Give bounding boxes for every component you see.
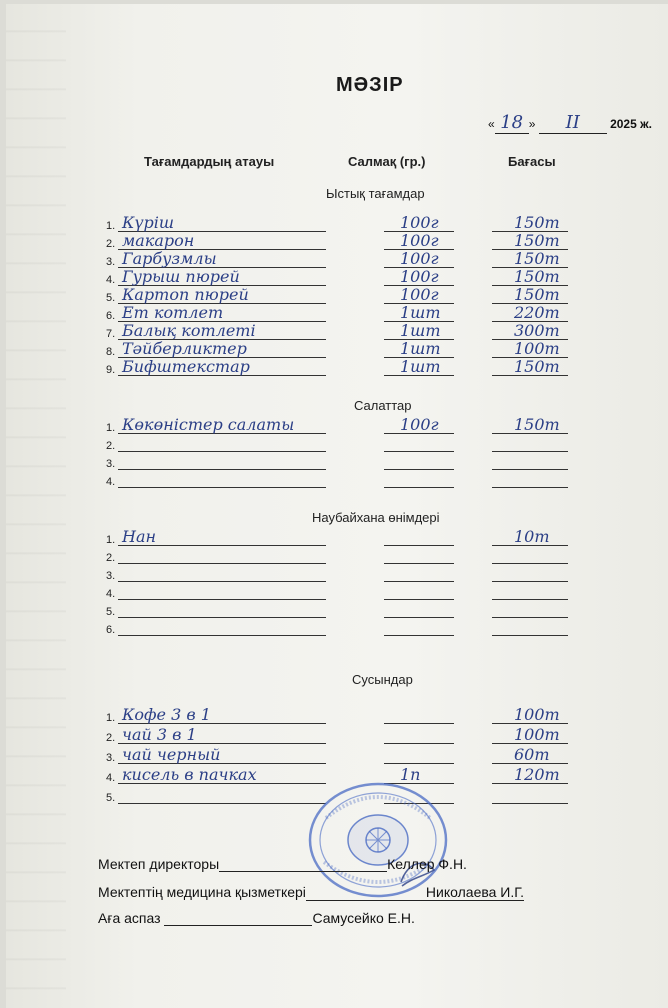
name-field <box>118 583 326 600</box>
weight-field <box>384 435 454 452</box>
row-number: 1. <box>106 712 116 724</box>
dish-weight: 100г <box>400 415 439 434</box>
price-field <box>492 251 568 268</box>
dish-name: Гурыш пюрей <box>122 267 240 286</box>
row-number: 2. <box>106 238 116 250</box>
menu-row <box>106 620 576 636</box>
name-field <box>118 305 326 322</box>
dish-name: Тәйберликтер <box>122 339 247 358</box>
price-field <box>492 233 568 250</box>
date-year: 2025 ж. <box>610 117 652 131</box>
weight-field <box>384 707 454 724</box>
name-field <box>118 251 326 268</box>
menu-row <box>106 339 576 358</box>
name-field <box>118 341 326 358</box>
row-number: 1. <box>106 220 116 232</box>
name-field <box>118 787 326 804</box>
price-field <box>492 767 568 784</box>
price-field <box>492 471 568 488</box>
price-field <box>492 341 568 358</box>
medical-label: Мектептің медицина қызметкері <box>98 884 306 900</box>
section-title-hot: Ыстық тағамдар <box>326 186 425 201</box>
menu-row <box>106 705 576 724</box>
dish-weight: 100г <box>400 231 439 250</box>
name-field <box>118 453 326 470</box>
row-number: 4. <box>106 274 116 286</box>
date-open-quote: « <box>488 117 495 131</box>
menu-row <box>106 548 576 564</box>
row-number: 3. <box>106 570 116 582</box>
price-field <box>492 435 568 452</box>
price-field <box>492 417 568 434</box>
dish-price: 100т <box>514 339 560 358</box>
dish-name: Картоп пюрей <box>122 285 249 304</box>
dish-name: чай 3 в 1 <box>122 725 197 744</box>
dish-price: 100т <box>514 725 560 744</box>
row-number: 5. <box>106 792 116 804</box>
name-field <box>118 215 326 232</box>
menu-row <box>106 584 576 600</box>
date-month: II <box>565 112 580 133</box>
director-label: Мектеп директоры <box>98 856 220 872</box>
price-field <box>492 787 568 804</box>
price-field <box>492 619 568 636</box>
dish-weight: 1шт <box>400 339 441 358</box>
section-title-salads: Салаттар <box>354 398 412 413</box>
dish-price: 150т <box>514 357 560 376</box>
name-field <box>118 529 326 546</box>
row-number: 8. <box>106 346 116 358</box>
weight-field <box>384 601 454 618</box>
dish-price: 10т <box>514 527 550 546</box>
price-field <box>492 583 568 600</box>
name-field <box>118 233 326 250</box>
price-field <box>492 707 568 724</box>
director-signature-line <box>219 871 387 872</box>
weight-field <box>384 215 454 232</box>
weight-field <box>384 287 454 304</box>
chef-label: Аға аспаз <box>98 910 161 926</box>
name-field <box>118 417 326 434</box>
weight-field <box>384 233 454 250</box>
dish-weight: 100г <box>400 213 439 232</box>
weight-field <box>384 305 454 322</box>
chef-name: Самусейко Е.Н. <box>312 910 415 926</box>
menu-row <box>106 415 576 434</box>
date-month-field <box>539 112 607 134</box>
row-number: 5. <box>106 606 116 618</box>
row-number: 1. <box>106 422 116 434</box>
menu-row <box>106 472 576 488</box>
price-field <box>492 323 568 340</box>
dish-weight: 100г <box>400 249 439 268</box>
row-number: 4. <box>106 476 116 488</box>
name-field <box>118 287 326 304</box>
menu-row <box>106 303 576 322</box>
price-field <box>492 359 568 376</box>
menu-row <box>106 213 576 232</box>
dish-name: Гарбузмлы <box>122 249 217 268</box>
dish-price: 120т <box>514 765 560 784</box>
dish-weight: 1шт <box>400 321 441 340</box>
menu-sheet <box>6 4 668 1008</box>
row-number: 2. <box>106 440 116 452</box>
weight-field <box>384 747 454 764</box>
name-field <box>118 547 326 564</box>
row-number: 4. <box>106 772 116 784</box>
section-title-bakery: Наубайхана өнімдері <box>312 510 440 525</box>
price-field <box>492 287 568 304</box>
name-field <box>118 601 326 618</box>
row-number: 6. <box>106 624 116 636</box>
weight-field <box>384 529 454 546</box>
dish-name: макарон <box>122 231 195 250</box>
menu-row <box>106 321 576 340</box>
official-stamp <box>306 778 456 898</box>
signature-row-chef <box>98 910 415 926</box>
dish-name: Кофе 3 в 1 <box>122 705 211 724</box>
weight-field <box>384 727 454 744</box>
weight-field <box>384 547 454 564</box>
left-edge-shadow <box>6 4 66 1008</box>
weight-field <box>384 471 454 488</box>
menu-row <box>106 725 576 744</box>
price-field <box>492 747 568 764</box>
weight-field <box>384 341 454 358</box>
price-field <box>492 269 568 286</box>
chef-signature-line <box>164 925 312 926</box>
menu-row <box>106 249 576 268</box>
dish-name: Бифштекстар <box>122 357 250 376</box>
menu-row <box>106 454 576 470</box>
row-number: 3. <box>106 256 116 268</box>
price-field <box>492 305 568 322</box>
price-field <box>492 529 568 546</box>
name-field <box>118 727 326 744</box>
menu-row <box>106 267 576 286</box>
weight-field <box>384 323 454 340</box>
menu-row <box>106 357 576 376</box>
dish-price: 60т <box>514 745 550 764</box>
weight-field <box>384 359 454 376</box>
name-field <box>118 323 326 340</box>
row-number: 5. <box>106 292 116 304</box>
dish-name: Күріш <box>122 213 175 232</box>
page-title: МӘЗІР <box>336 74 404 96</box>
row-number: 3. <box>106 458 116 470</box>
dish-name: чай черный <box>122 745 221 764</box>
dish-name: Көкөністер салаты <box>122 415 295 434</box>
date-day: 18 <box>500 112 524 133</box>
menu-row <box>106 566 576 582</box>
weight-field <box>384 417 454 434</box>
name-field <box>118 707 326 724</box>
header-weight: Салмақ (гр.) <box>348 154 426 169</box>
name-field <box>118 269 326 286</box>
row-number: 7. <box>106 328 116 340</box>
dish-weight: 100г <box>400 267 439 286</box>
dish-price: 150т <box>514 213 560 232</box>
dish-price: 150т <box>514 231 560 250</box>
row-number: 6. <box>106 310 116 322</box>
row-number: 1. <box>106 534 116 546</box>
signature-row-director <box>98 856 467 872</box>
section-title-drinks: Сусындар <box>352 672 413 687</box>
dish-weight: 1шт <box>400 303 441 322</box>
menu-row <box>106 527 576 546</box>
price-field <box>492 215 568 232</box>
menu-row <box>106 231 576 250</box>
dish-price: 150т <box>514 249 560 268</box>
signature-row-medical <box>98 884 524 901</box>
price-field <box>492 565 568 582</box>
row-number: 2. <box>106 552 116 564</box>
menu-row <box>106 436 576 452</box>
menu-row <box>106 285 576 304</box>
dish-weight: 100г <box>400 285 439 304</box>
dish-name: Нан <box>122 527 157 546</box>
name-field <box>118 435 326 452</box>
date-close-quote: » <box>528 117 536 131</box>
weight-field <box>384 619 454 636</box>
dish-name: кисель в пачках <box>122 765 257 784</box>
director-name: Келлер Ф.Н. <box>387 856 467 872</box>
date-day-field <box>495 112 529 134</box>
price-field <box>492 453 568 470</box>
date-line <box>488 112 652 134</box>
name-field <box>118 619 326 636</box>
weight-field <box>384 453 454 470</box>
row-number: 4. <box>106 588 116 600</box>
dish-price: 150т <box>514 285 560 304</box>
row-number: 9. <box>106 364 116 376</box>
dish-name: Ет котлет <box>122 303 224 322</box>
weight-field <box>384 583 454 600</box>
dish-name: Балық котлеті <box>122 321 256 340</box>
name-field <box>118 359 326 376</box>
menu-row <box>106 602 576 618</box>
dish-weight: 1п <box>400 765 421 784</box>
dish-price: 300т <box>514 321 560 340</box>
price-field <box>492 601 568 618</box>
dish-weight: 1шт <box>400 357 441 376</box>
medical-name: Николаева И.Г. <box>425 884 525 900</box>
name-field <box>118 471 326 488</box>
dish-price: 100т <box>514 705 560 724</box>
row-number: 2. <box>106 732 116 744</box>
price-field <box>492 727 568 744</box>
dish-price: 220т <box>514 303 560 322</box>
header-price: Бағасы <box>508 154 556 169</box>
price-field <box>492 547 568 564</box>
weight-field <box>384 565 454 582</box>
menu-row <box>106 745 576 764</box>
dish-price: 150т <box>514 415 560 434</box>
header-name: Тағамдардың атауы <box>144 154 275 169</box>
weight-field <box>384 251 454 268</box>
row-number: 3. <box>106 752 116 764</box>
medical-signature-line <box>306 900 426 901</box>
weight-field <box>384 269 454 286</box>
name-field <box>118 565 326 582</box>
name-field <box>118 747 326 764</box>
name-field <box>118 767 326 784</box>
dish-price: 150т <box>514 267 560 286</box>
